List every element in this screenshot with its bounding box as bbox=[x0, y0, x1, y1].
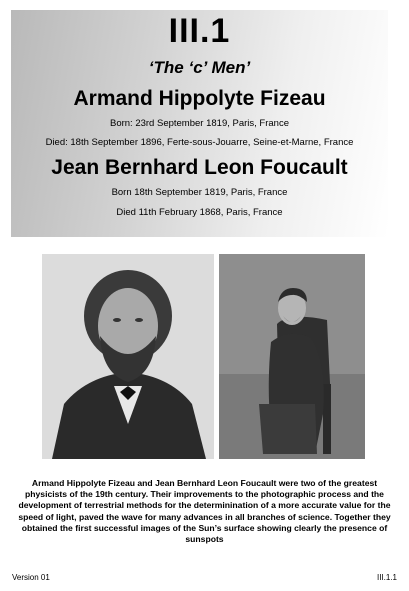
person1-name: Armand Hippolyte Fizeau bbox=[73, 87, 326, 110]
version-label: Version 01 bbox=[12, 573, 50, 582]
document-code: III.1 bbox=[168, 12, 231, 50]
biography-description: Armand Hippolyte Fizeau and Jean Bernhard Leon Foucault were two of the greatest physicists of the 19th century. Their improvements to the photographic process and the development of terrestrial methods for the determinination of a more accurate value for the speed of light, paved the wave for many advances in all branches of science. Together they obtained the first successful images of the Sun’s surface showing clearly the presence of sunspots bbox=[18, 478, 391, 545]
page-id-label: III.1.1 bbox=[376, 573, 397, 582]
title-panel bbox=[11, 10, 388, 237]
person1-died: Died: 18th September 1896, Ferte-sous-Jouarre, Seine-et-Marne, France bbox=[45, 137, 354, 148]
document-subtitle: ‘The ‘c’ Men’ bbox=[148, 58, 251, 77]
foucault-portrait bbox=[219, 254, 365, 459]
fizeau-portrait bbox=[42, 254, 214, 459]
person1-born: Born: 23rd September 1819, Paris, France bbox=[109, 118, 289, 129]
person2-born: Born 18th September 1819, Paris, France bbox=[111, 187, 288, 198]
person2-name: Jean Bernhard Leon Foucault bbox=[51, 156, 348, 179]
person2-died: Died 11th February 1868, Paris, France bbox=[116, 207, 283, 218]
